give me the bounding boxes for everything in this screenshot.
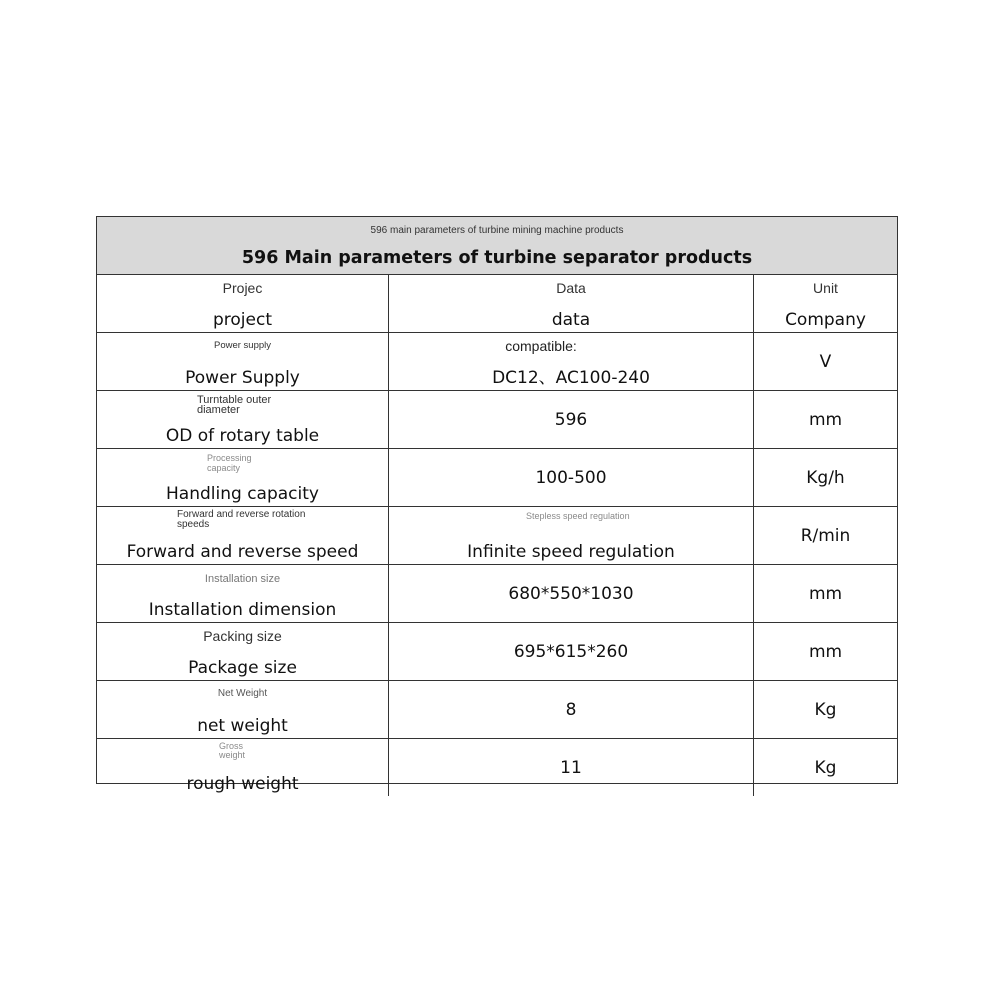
column-header-row (97, 275, 897, 333)
row-label-cell (97, 507, 389, 564)
row-label: Power Supply (185, 368, 300, 388)
row-data-cell (389, 507, 754, 564)
row-label: Package size (188, 658, 297, 678)
row-data: 680*550*1030 (508, 583, 634, 604)
row-unit-cell (754, 507, 897, 564)
row-unit-cell (754, 391, 897, 448)
table-row (97, 681, 897, 739)
small-label: Forward and reverse rotation speeds (177, 509, 306, 530)
row-unit-cell (754, 623, 897, 680)
table-row (97, 507, 897, 565)
row-unit: mm (808, 409, 843, 430)
row-unit: Kg (814, 757, 837, 778)
row-data-cell (389, 623, 754, 680)
col-header-unit: Unit Company (785, 280, 866, 330)
table-row (97, 333, 897, 391)
table-row (97, 391, 897, 449)
row-data: 695*615*260 (513, 641, 629, 662)
row-data: 100-500 (535, 467, 607, 488)
row-data-cell (389, 449, 754, 506)
row-label: Forward and reverse speed (126, 542, 359, 562)
small-label: Turntable outer diameter (197, 394, 272, 416)
table-row (97, 739, 897, 796)
table-header (97, 217, 897, 275)
row-unit-cell (754, 565, 897, 622)
row-data-cell (389, 565, 754, 622)
row-unit: Kg/h (806, 467, 845, 488)
table-subtitle: 596 main parameters of turbine mining machine products (370, 225, 624, 236)
row-label: Installation dimension (148, 600, 337, 620)
row-label-cell (97, 449, 389, 506)
row-label: Handling capacity (166, 484, 319, 504)
table-row (97, 565, 897, 623)
row-unit: mm (808, 641, 843, 662)
row-unit: mm (808, 583, 843, 604)
row-unit: Kg (814, 699, 837, 720)
small-label: Packing size (203, 628, 282, 644)
row-unit: V (819, 351, 832, 372)
col-header-project: Projec project (97, 275, 389, 332)
table-row (97, 623, 897, 681)
row-data: DC12、AC100-240 (492, 368, 650, 388)
row-data-cell (389, 333, 754, 390)
data-small: Stepless speed regulation (526, 511, 630, 521)
row-label-cell (97, 391, 389, 448)
row-data: 8 (565, 699, 577, 720)
row-unit-cell (754, 449, 897, 506)
row-unit-cell (754, 333, 897, 390)
row-label-cell (97, 623, 389, 680)
row-label-cell (97, 681, 389, 738)
row-unit-cell (754, 739, 897, 796)
small-label: Gross weight (219, 741, 246, 760)
data-small: compatible: (505, 338, 577, 354)
row-label: net weight (197, 716, 288, 736)
table-row (97, 449, 897, 507)
row-data: 11 (560, 757, 582, 778)
small-label: Installation size (204, 573, 281, 585)
row-unit-cell (754, 681, 897, 738)
small-label: Power supply (213, 340, 272, 351)
row-data-cell (389, 681, 754, 738)
small-label: Processing capacity (207, 453, 252, 473)
row-label-cell (97, 565, 389, 622)
parameter-table (96, 216, 898, 794)
col-header-data: Data data (389, 275, 754, 332)
row-label-cell (97, 739, 389, 796)
row-data-cell (389, 739, 754, 796)
row-label: OD of rotary table (165, 426, 320, 446)
row-data-cell (389, 391, 754, 448)
small-label: Net Weight (217, 688, 268, 699)
row-label: rough weight (186, 774, 299, 794)
table-title: 596 Main parameters of turbine separator products (241, 248, 753, 268)
row-data: 596 (554, 409, 588, 430)
row-unit: R/min (800, 525, 851, 546)
row-data: Infinite speed regulation (467, 542, 675, 562)
